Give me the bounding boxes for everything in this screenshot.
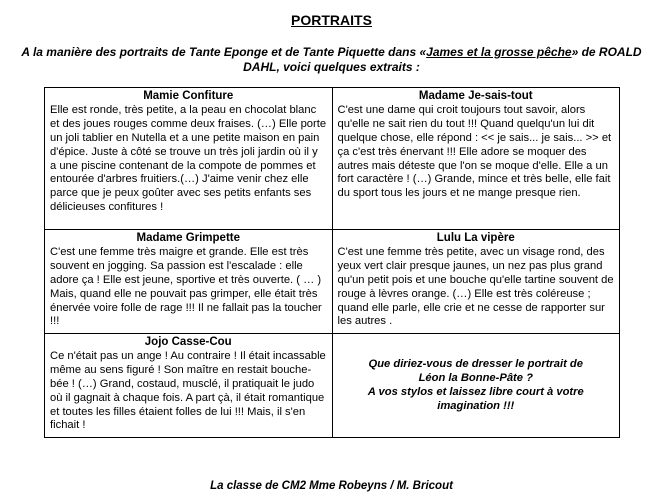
portrait-cell [45, 230, 333, 334]
table-row [45, 88, 620, 230]
portrait-text: C'est une femme très maigre et grande. Elle est très souvent en jogging. Sa passion est l'escalade : elle adore ça ! Elle est jeune, sportive et très ouverte. ( … ) Mais, quand elle ne pouvait pas grimper, elle était très énervée voire folle de rage !!! Il ne fallait pas la toucher !!! [50, 245, 322, 328]
cta-line: imagination !!! [437, 400, 515, 412]
portrait-text: C'est une femme très petite, avec un visage rond, des yeux vert clair presque jaunes, un nez pas plus grand qu'un petit pois et une bouche qu'elle tartine souvent de rouge à lèvres orange. (…) Elle est très coléreuse ; quand elle parle, elle crie et ne cesse de rapporter sur les autres . [337, 245, 614, 328]
cta-line: A vos stylos et laissez libre court à votre [367, 386, 584, 398]
portrait-text: C'est une dame qui croit toujours tout savoir, alors qu'elle ne sait rien du tout !!! Quand quelqu'un lui dit quelque chose, elle répond : << je sais... je sais... >> et ça c'est très énervant !!! Elle adore se moquer des autres mais déteste que l'on se moque d'elle. Elle a un fort caractère ! (…) Grande, mince et très belle, elle fait du sport tous les jours et ne mange presque rien. [337, 103, 612, 200]
intro-text-after: » de ROALD DAHL, voici quelques extraits : [243, 45, 642, 74]
page-title: PORTRAITS [291, 12, 372, 28]
intro-text-before: A la manière des portraits de Tante Eponge et de Tante Piquette dans « [21, 45, 427, 59]
portrait-name: Lulu La vipère [436, 232, 515, 244]
footer-credit: La classe de CM2 Mme Robeyns / M. Bricout [210, 480, 453, 492]
portrait-name: Madame Je-sais-tout [418, 90, 533, 102]
portrait-text: Ce n'était pas un ange ! Au contraire ! Il était incassable même au sens figuré ! Son maître en restait bouche-bée ! (…) Grand, costaud, musclé, il pratiquait le judo où il gagnait à chaque fois. A part çà, il était romantique et toutes les filles étaient folles de lui !!! Mais, il s'en fichait ! [50, 349, 326, 432]
table-row [45, 334, 620, 438]
portrait-text: Elle est ronde, très petite, a la peau en chocolat blanc et des joues rouges comme deux fraises. (…) Elle porte un joli tablier en Nutella et a une petite maison en pain d'épice. Juste à côté se trouve un très joli jardin où il y a une piscine contenant de la compote de pommes et entourée d'arbres fruitiers.(…) J'aime venir chez elle parce que je peux goûter avec ses petits enfants ses délicieuses confitures ! [50, 103, 327, 214]
cta-line: Léon la Bonne-Pâte ? [418, 372, 533, 384]
cta-line: Que diriez-vous de dresser le portrait de [368, 358, 583, 370]
portrait-name: Madame Grimpette [136, 232, 241, 244]
portrait-name: Mamie Confiture [143, 90, 234, 102]
call-to-action [338, 357, 615, 413]
portrait-cell [332, 230, 620, 334]
portrait-cell [45, 334, 333, 438]
portraits-table [44, 87, 620, 438]
portrait-cell [45, 88, 333, 230]
intro-paragraph [20, 45, 643, 75]
call-to-action-cell [332, 334, 620, 438]
book-title: James et la grosse pêche [426, 45, 572, 59]
table-row [45, 230, 620, 334]
portrait-cell [332, 88, 620, 230]
portrait-name: Jojo Casse-Cou [144, 336, 232, 348]
